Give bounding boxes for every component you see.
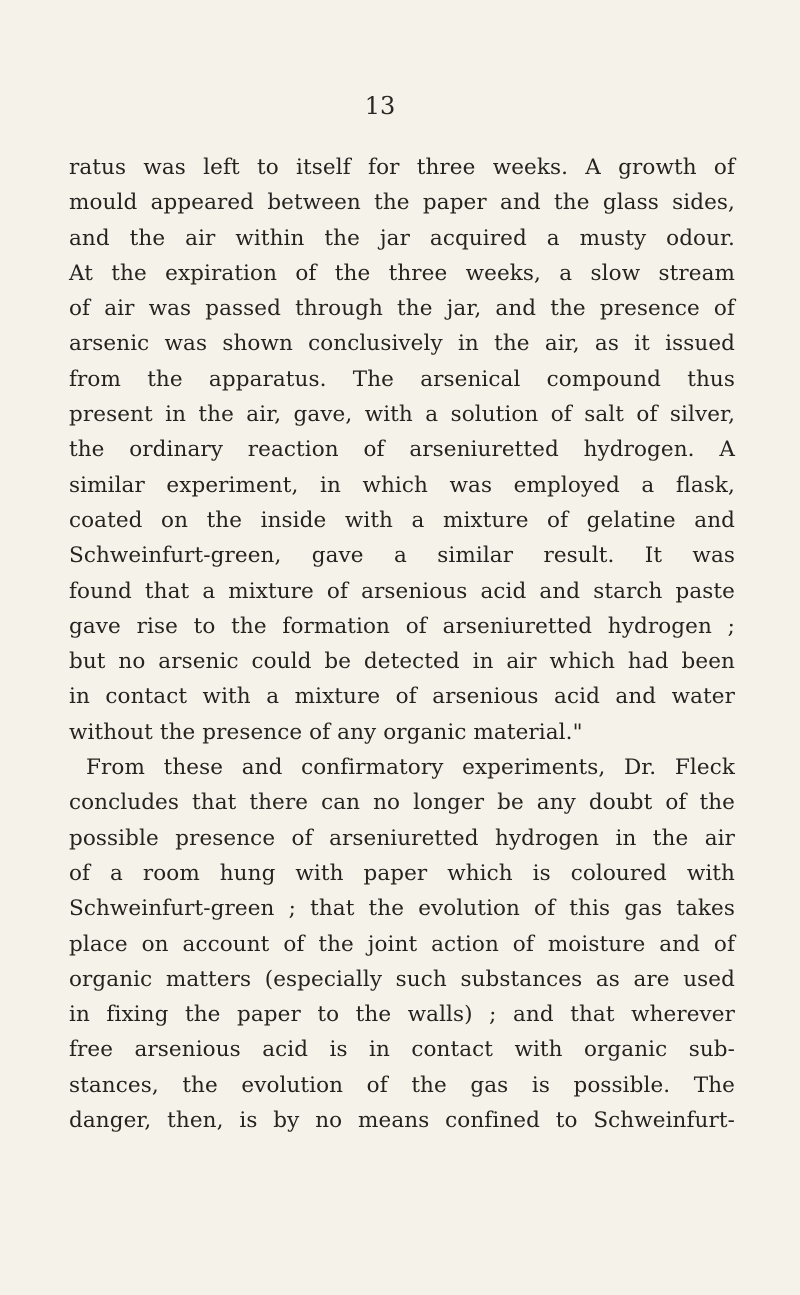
text-line: place on account of the joint action of moisture and of	[69, 931, 735, 957]
text-line: of a room hung with paper which is coloured with	[69, 860, 735, 886]
text-line: possible presence of arseniuretted hydrogen in the air	[69, 825, 735, 851]
text-line: without the presence of any organic material."	[69, 719, 583, 745]
text-line: free arsenious acid is in contact with organic sub-	[69, 1037, 735, 1063]
text-line: ratus was left to itself for three weeks. A growth of	[69, 155, 735, 180]
text-line: the ordinary reaction of arseniuretted hydrogen. A	[69, 437, 735, 463]
text-line: From these and confirmatory experiments, Dr. Fleck	[86, 755, 735, 781]
body-text	[69, 150, 735, 1138]
text-line: At the expiration of the three weeks, a slow stream	[69, 260, 735, 286]
text-line: in fixing the paper to the walls) ; and that wherever	[69, 1002, 735, 1028]
text-line: Schweinfurt-green, gave a similar result. It was	[69, 543, 735, 569]
text-line: stances, the evolution of the gas is possible. The	[69, 1072, 735, 1098]
text-line: Schweinfurt-green ; that the evolution of this gas takes	[69, 896, 735, 922]
text-line: of air was passed through the jar, and the presence of	[69, 296, 735, 322]
text-line: concludes that there can no longer be any doubt of the	[69, 790, 735, 816]
text-line: mould appeared between the paper and the glass sides,	[69, 190, 735, 216]
text-line: gave rise to the formation of arseniuretted hydrogen ;	[69, 613, 735, 639]
text-line: found that a mixture of arsenious acid and starch paste	[69, 578, 735, 604]
text-line: and the air within the jar acquired a musty odour.	[69, 225, 735, 251]
text-line: present in the air, gave, with a solution of salt of silver,	[69, 402, 735, 428]
text-line: coated on the inside with a mixture of gelatine and	[69, 507, 735, 533]
text-line: organic matters (especially such substances as are used	[69, 966, 735, 992]
text-line: from the apparatus. The arsenical compound thus	[69, 366, 735, 392]
text-line: arsenic was shown conclusively in the air, as it issued	[69, 331, 735, 357]
text-line: similar experiment, in which was employed a flask,	[69, 472, 735, 498]
page-number: 13	[364, 92, 396, 120]
text-line: danger, then, is by no means confined to Schweinfurt-	[69, 1108, 735, 1134]
text-line: in contact with a mixture of arsenious acid and water	[69, 684, 735, 710]
text-line: but no arsenic could be detected in air which had been	[69, 649, 735, 675]
